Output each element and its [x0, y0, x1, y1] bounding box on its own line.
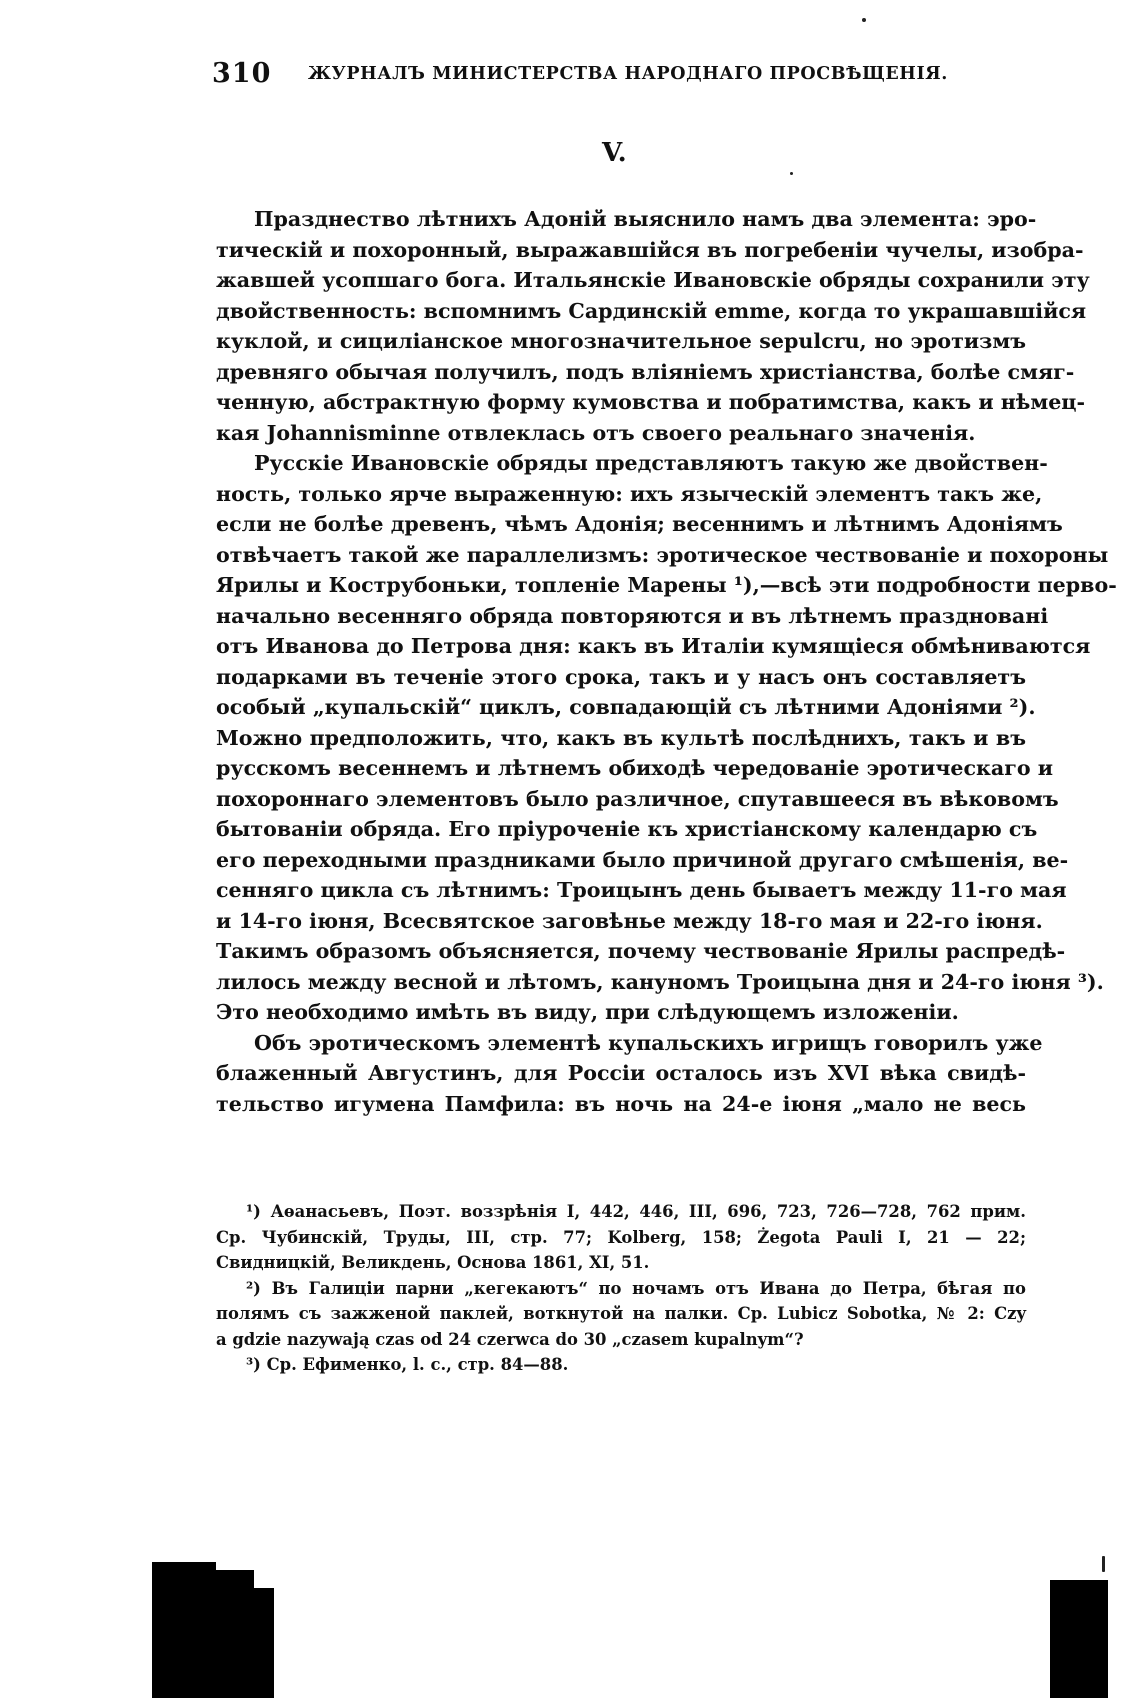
text-line: древняго обычая получилъ, подъ вліяніемъ христіанства, болѣе смяг-	[216, 359, 1075, 384]
footnote-line: a gdzie nazywają czas od 24 czerwca do 30 „czasem kupalnym“?	[216, 1329, 804, 1349]
text-line: блаженный Августинъ, для Россіи осталось изъ XVI вѣка свидѣ-	[216, 1061, 1026, 1085]
dust-speck	[862, 18, 866, 22]
footnote-line: ³) Ср. Ефименко, l. c., стр. 84—88.	[246, 1355, 569, 1374]
text-line: кая Johannisminne отвлеклась отъ своего реальнаго значенія.	[216, 420, 976, 445]
text-line: тельство игумена Памфила: въ ночь на 24-е іюня „мало не весь	[216, 1091, 1026, 1116]
dust-speck	[790, 172, 793, 175]
text-line: отъ Иванова до Петрова дня: какъ въ Италіи кумящіеся обмѣниваются	[216, 634, 1091, 658]
footnotes	[216, 1199, 1026, 1378]
footnote-line: Свидницкій, Великдень, Основа 1861, XI, 51.	[216, 1253, 650, 1272]
text-line: тическій и похоронный, выражавшійся въ погребеніи чучелы, изобра-	[216, 237, 1084, 262]
text-line: сенняго цикла съ лѣтнимъ: Троицынъ день бываетъ между 11-го мая	[216, 878, 1067, 902]
text-line: Ярилы и Кострубоньки, топленіе Марены ¹),—всѣ эти подробности перво-	[216, 573, 1117, 597]
footnote-line: полямъ съ зажженой паклей, воткнутой на палки. Ср. Lubicz Sobotka, № 2: Czy	[216, 1304, 1026, 1323]
text-line: лилось между весной и лѣтомъ, кануномъ Троицына дня и 24-го іюня ³).	[216, 969, 1104, 994]
text-line: его переходными праздниками было причиной другаго смѣшенія, ве-	[216, 847, 1069, 872]
text-line: если не болѣе древенъ, чѣмъ Адонія; весеннимъ и лѣтнимъ Адоніямъ	[216, 512, 1063, 536]
scan-shadow-left	[152, 1562, 216, 1698]
text-line: Такимъ образомъ объясняется, почему чествованіе Ярилы распредѣ-	[216, 939, 1066, 963]
text-line: подарками въ теченіе этого срока, такъ и у насъ онъ составляетъ	[216, 664, 1026, 689]
text-line: двойственность: вспомнимъ Сардинскій emme, когда то украшавшійся	[216, 298, 1087, 323]
text-line: русскомъ весеннемъ и лѣтнемъ обиходѣ чередованіе эротическаго и	[216, 756, 1054, 780]
journal-title: ЖУРНАЛЪ МИНИСТЕРСТВА НАРОДНАГО ПРОСВѢЩЕНІЯ.	[308, 64, 948, 84]
section-number: V.	[602, 138, 627, 168]
scan-shadow-right	[1050, 1580, 1108, 1698]
footnote-line: Ср. Чубинскій, Труды, III, стр. 77; Kolberg, 158; Żegota Pauli I, 21 — 22;	[216, 1227, 1026, 1247]
scan-shadow-left-step	[216, 1570, 254, 1698]
running-head	[212, 58, 948, 94]
text-line: бытованіи обряда. Его пріуроченіе къ христіанскому календарю съ	[216, 817, 1038, 841]
text-line: жавшей усопшаго бога. Итальянскіе Ивановскіе обряды сохранили эту	[216, 268, 1090, 292]
text-line: начально весенняго обряда повторяются и въ лѣтнемъ праздновані	[216, 603, 1049, 628]
text-line: Можно предположить, что, какъ въ культѣ послѣднихъ, такъ и въ	[216, 725, 1026, 750]
scan-shadow-left-edge	[254, 1588, 274, 1698]
text-line: Объ эротическомъ элементѣ купальскихъ игрищъ говорилъ уже	[254, 1030, 1043, 1055]
text-line: ченную, абстрактную форму кумовства и побратимства, какъ и нѣмец-	[216, 390, 1086, 414]
text-line: куклой, и сициліанское многозначительное sepulcru, но эротизмъ	[216, 329, 1026, 353]
text-line: Празднество лѣтнихъ Адоній выяснило намъ два элемента: эро-	[254, 207, 1037, 231]
dust-speck	[1102, 1556, 1105, 1572]
text-line: Русскіе Ивановскіе обряды представляютъ такую же двойствен-	[254, 451, 1048, 475]
text-line: похороннаго элементовъ было различное, спутавшееся въ вѣковомъ	[216, 786, 1059, 811]
main-text	[216, 204, 1117, 1119]
footnote-line: ¹) Аѳанасьевъ, Поэт. воззрѣнія I, 442, 446, III, 696, 723, 726—728, 762 прим.	[246, 1202, 1026, 1221]
footnote-line: ²) Въ Галиціи парни „кегекаютъ“ по ночамъ отъ Ивана до Петра, бѣгая по	[246, 1278, 1026, 1298]
page-number: 310	[212, 58, 272, 89]
text-line: отвѣчаетъ такой же параллелизмъ: эротическое чествованіе и похороны	[216, 542, 1109, 567]
text-line: особый „купальскій“ циклъ, совпадающій съ лѣтними Адоніями ²).	[216, 695, 1036, 719]
text-line: Это необходимо имѣть въ виду, при слѣдующемъ изложеніи.	[216, 1000, 959, 1024]
text-line: и 14-го іюня, Всесвятское заговѣнье между 18-го мая и 22-го іюня.	[216, 908, 1043, 933]
text-line: ность, только ярче выраженную: ихъ языческій элементъ такъ же,	[216, 481, 1043, 506]
